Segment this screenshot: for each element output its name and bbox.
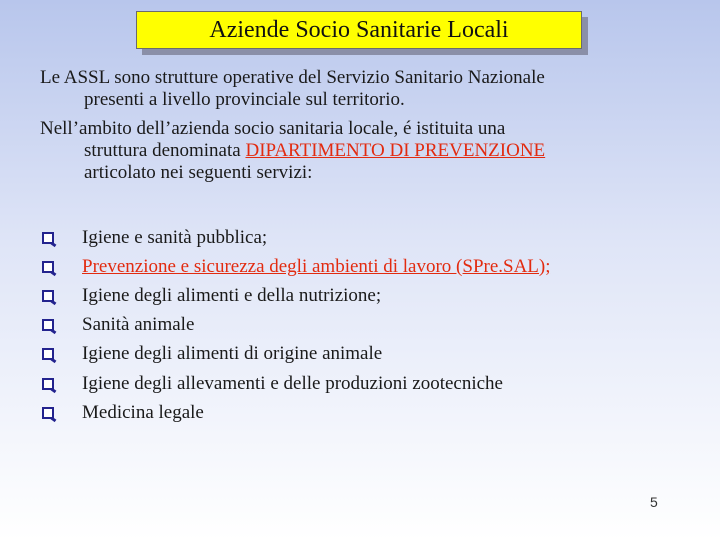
checkbox-bullet-icon	[42, 348, 54, 360]
service-label: Igiene e sanità pubblica;	[82, 226, 268, 248]
service-label: Sanità animale	[82, 314, 195, 336]
checkbox-bullet-icon	[42, 407, 54, 419]
list-item	[40, 340, 551, 369]
list-item	[40, 281, 551, 310]
department-line-1: Nell’ambito dell’azienda socio sanitaria locale, é istituita una	[40, 118, 506, 139]
service-label: Prevenzione e sicurezza degli ambienti di lavoro (SPre.SAL);	[82, 255, 551, 277]
department-line-3: articolato nei seguenti servizi:	[84, 162, 313, 183]
intro-line-2: presenti a livello provinciale sul territorio.	[84, 89, 405, 110]
department-paragraph	[40, 118, 686, 184]
list-item	[40, 311, 551, 340]
service-label: Igiene degli alimenti e della nutrizione;	[82, 284, 382, 306]
page-number: 5	[650, 494, 658, 510]
intro-line-1: Le ASSL sono strutture operative del Servizio Sanitario Nazionale	[40, 67, 545, 88]
list-item	[40, 252, 551, 281]
checkbox-bullet-icon	[42, 261, 54, 273]
service-label: Medicina legale	[82, 401, 204, 423]
checkbox-bullet-icon	[42, 378, 54, 390]
department-line-2	[40, 140, 686, 162]
list-item	[40, 369, 551, 398]
list-item	[40, 398, 551, 427]
checkbox-bullet-icon	[42, 232, 54, 244]
checkbox-bullet-icon	[42, 319, 54, 331]
department-name-highlight: DIPARTIMENTO DI PREVENZIONE	[245, 140, 546, 161]
service-label: Igiene degli alimenti di origine animale	[82, 343, 383, 365]
checkbox-bullet-icon	[42, 290, 54, 302]
intro-paragraph	[40, 67, 686, 111]
department-line-2-prefix: struttura denominata	[84, 140, 246, 161]
service-label: Igiene degli allevamenti e delle produzioni zootecniche	[82, 372, 503, 394]
services-list	[40, 223, 551, 427]
list-item	[40, 223, 551, 252]
slide-title: Aziende Socio Sanitarie Locali	[136, 11, 582, 49]
